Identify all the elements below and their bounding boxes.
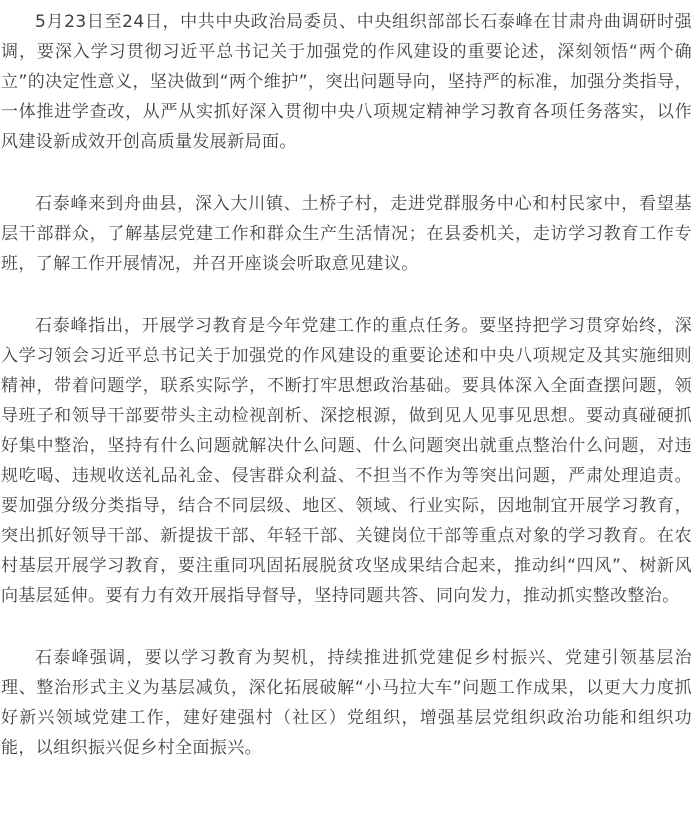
paragraph-visit: 石泰峰来到舟曲县，深入大川镇、土桥子村，走进党群服务中心和村民家中，看望基层干部群众，了解基层党建工作和群众生产生活情况；在县委机关，走访学习教育工作专班，了解工作开展情况，并召开座谈会听取意见建议。 xyxy=(1,194,692,274)
paragraph-conclusion: 石泰峰强调，要以学习教育为契机，持续推进抓党建促乡村振兴、党建引领基层治理、整治形式主义为基层减负，深化拓展破解“小马拉大车”问题工作成果，以更大力度抓好新兴领域党建工作，建好建强村（社区）党组织，增强基层党组织政治功能和组织功能，以组织振兴促乡村全面振兴。 xyxy=(1,648,692,758)
paragraph-intro: 5月23日至24日，中共中央政治局委员、中央组织部部长石泰峰在甘肃舟曲调研时强调，要深入学习贯彻习近平总书记关于加强党的作风建设的重要论述，深刻领悟“两个确立”的决定性意义，坚决做到“两个维护”，突出问题导向，坚持严的标准，加强分类指导，一体推进学查改，从严从实抓好深入贯彻中央八项规定精神学习教育各项任务落实，以作风建设新成效开创高质量发展新局面。 xyxy=(1,12,692,152)
paragraph-remarks: 石泰峰指出，开展学习教育是今年党建工作的重点任务。要坚持把学习贯穿始终，深入学习领会习近平总书记关于加强党的作风建设的重要论述和中央八项规定及其实施细则精神，带着问题学，联系实际学，不断打牢思想政治基础。要具体深入全面查摆问题，领导班子和领导干部要带头主动检视剖析、深挖根源，做到见人见事见思想。要动真碰硬抓好集中整治，坚持有什么问题就解决什么问题、什么问题突出就重点整治什么问题，对违规吃喝、违规收送礼品礼金、侵害群众利益、不担当不作为等突出问题，严肃处理追责。要加强分级分类指导，结合不同层级、地区、领域、行业实际，因地制宜开展学习教育，突出抓好领导干部、新提拔干部、年轻干部、关键岗位干部等重点对象的学习教育。在农村基层开展学习教育，要注重同巩固拓展脱贫攻坚成果结合起来，推动纠“四风”、树新风向基层延伸。要有力有效开展指导督导，坚持同题共答、同向发力，推动抓实整改整治。 xyxy=(1,316,692,606)
